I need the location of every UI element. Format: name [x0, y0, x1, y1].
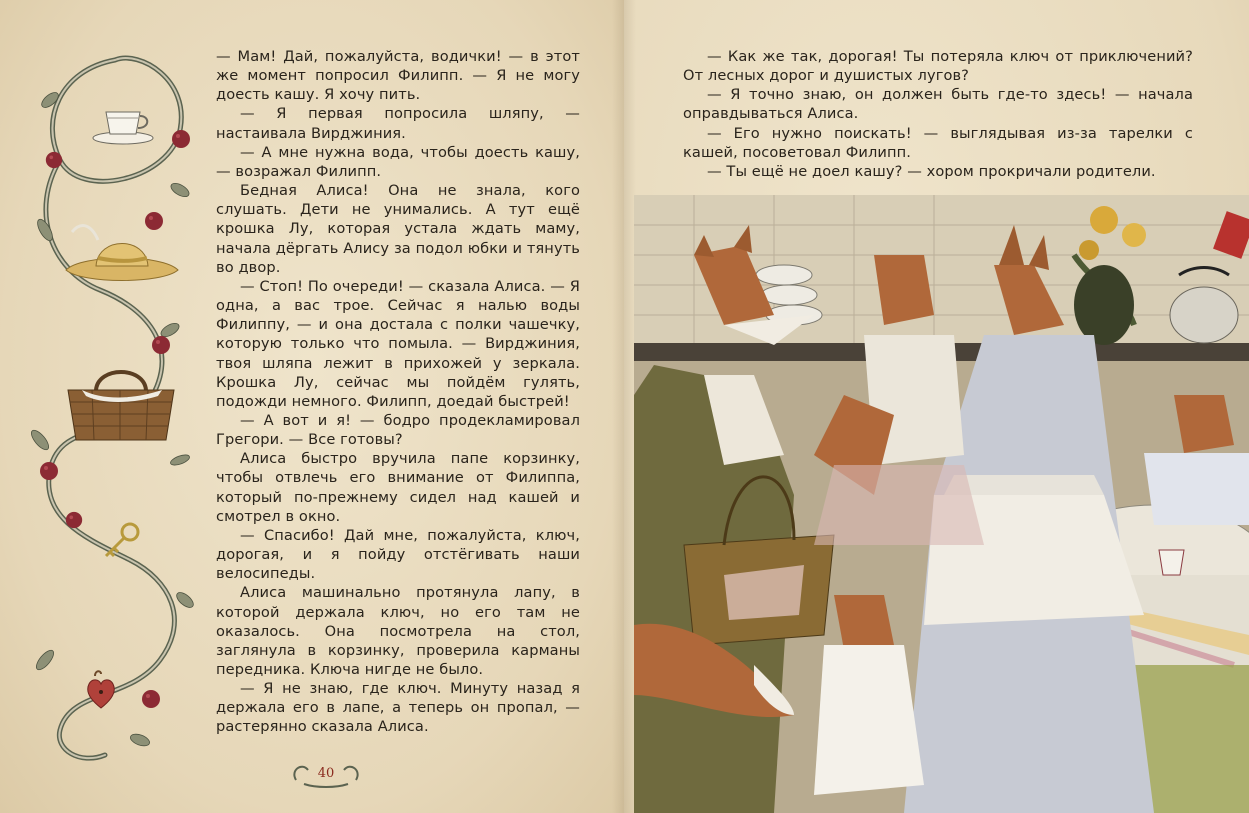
- paragraph: — Спасибо! Дай мне, пожалуйста, ключ, дорогая, и я пойду отстёгивать наши велосипеды.: [216, 526, 580, 583]
- paragraph: — Я точно знаю, он должен быть где-то здесь! — начала оправдываться Алиса.: [683, 86, 1193, 123]
- paragraph: Алиса машинально протянула лапу, в которой держала ключ, но его там не оказалось. Она посмотрела на стол, заглянула в корзинку, проверила карманы передника. Ключа нигде не было.: [216, 584, 580, 678]
- paragraph: Бедная Алиса! Она не знала, кого слушать. Дети не унимались. А тут ещё крошка Лу, которая устала ждать маму, начала дёргать Алису за подол юбки и тянуть во двор.: [216, 182, 580, 276]
- paragraph: — Его нужно поискать! — выглядывая из-за тарелки с кашей, посоветовал Филипп.: [683, 124, 1193, 161]
- paragraph: — Я не знаю, где ключ. Минуту назад я держала его в лапе, а теперь он пропал, — растерянно сказала Алиса.: [216, 680, 580, 736]
- left-page: [0, 0, 624, 813]
- heart-lock-icon: [84, 670, 118, 710]
- paragraph: — А вот и я! — бодро продекламировал Грегори. — Все готовы?: [216, 411, 580, 449]
- berry-icon: [140, 688, 162, 710]
- berry-icon: [170, 128, 192, 150]
- paragraph: — Я первая попросила шляпу, — настаивала Вирджиния.: [216, 105, 580, 142]
- straw-hat-icon: [62, 218, 182, 288]
- paragraph: — Как же так, дорогая! Ты потеряла ключ от приключений? От лесных дорог и душистых лугов?: [683, 48, 1193, 85]
- page-number: [286, 760, 366, 790]
- left-text-column: [216, 47, 580, 737]
- page-number-text: 40: [317, 766, 335, 781]
- fox-family-illustration: [634, 195, 1249, 813]
- picnic-basket-icon: [62, 360, 180, 446]
- berry-icon: [150, 334, 172, 356]
- paragraph: Алиса быстро вручила папе корзинку, чтобы отвлечь его внимание от Филиппа, который по-прежнему сидел над кашей и смотрел в окно.: [216, 450, 580, 525]
- berry-icon: [64, 510, 84, 530]
- key-icon: [100, 520, 144, 560]
- book-gutter: [612, 0, 636, 813]
- berry-icon: [44, 150, 64, 170]
- paragraph: — Ты ещё не доел кашу? — хором прокричали родители.: [707, 162, 1156, 180]
- paragraph: — Стоп! По очереди! — сказала Алиса. — Я одна, а вас трое. Сейчас я налью воды Филиппу, — и она достала с полки чашечку, которую только что помыла. — Вирджиния, твоя шляпа лежит в прихожей у зеркала. Крошка Лу, сейчас мы пойдём гулять, подожди немного. Филипп, доедай быстрей!: [216, 277, 580, 410]
- teacup-icon: [88, 98, 158, 148]
- paragraph: — Мам! Дай, пожалуйста, водички! — в этот же момент попросил Филипп. — Я не могу доесть кашу. Я хочу пить.: [216, 48, 580, 104]
- berry-icon: [38, 460, 60, 482]
- right-text-column: [683, 47, 1193, 181]
- paragraph: — А мне нужна вода, чтобы доесть кашу, — возражал Филипп.: [216, 143, 580, 180]
